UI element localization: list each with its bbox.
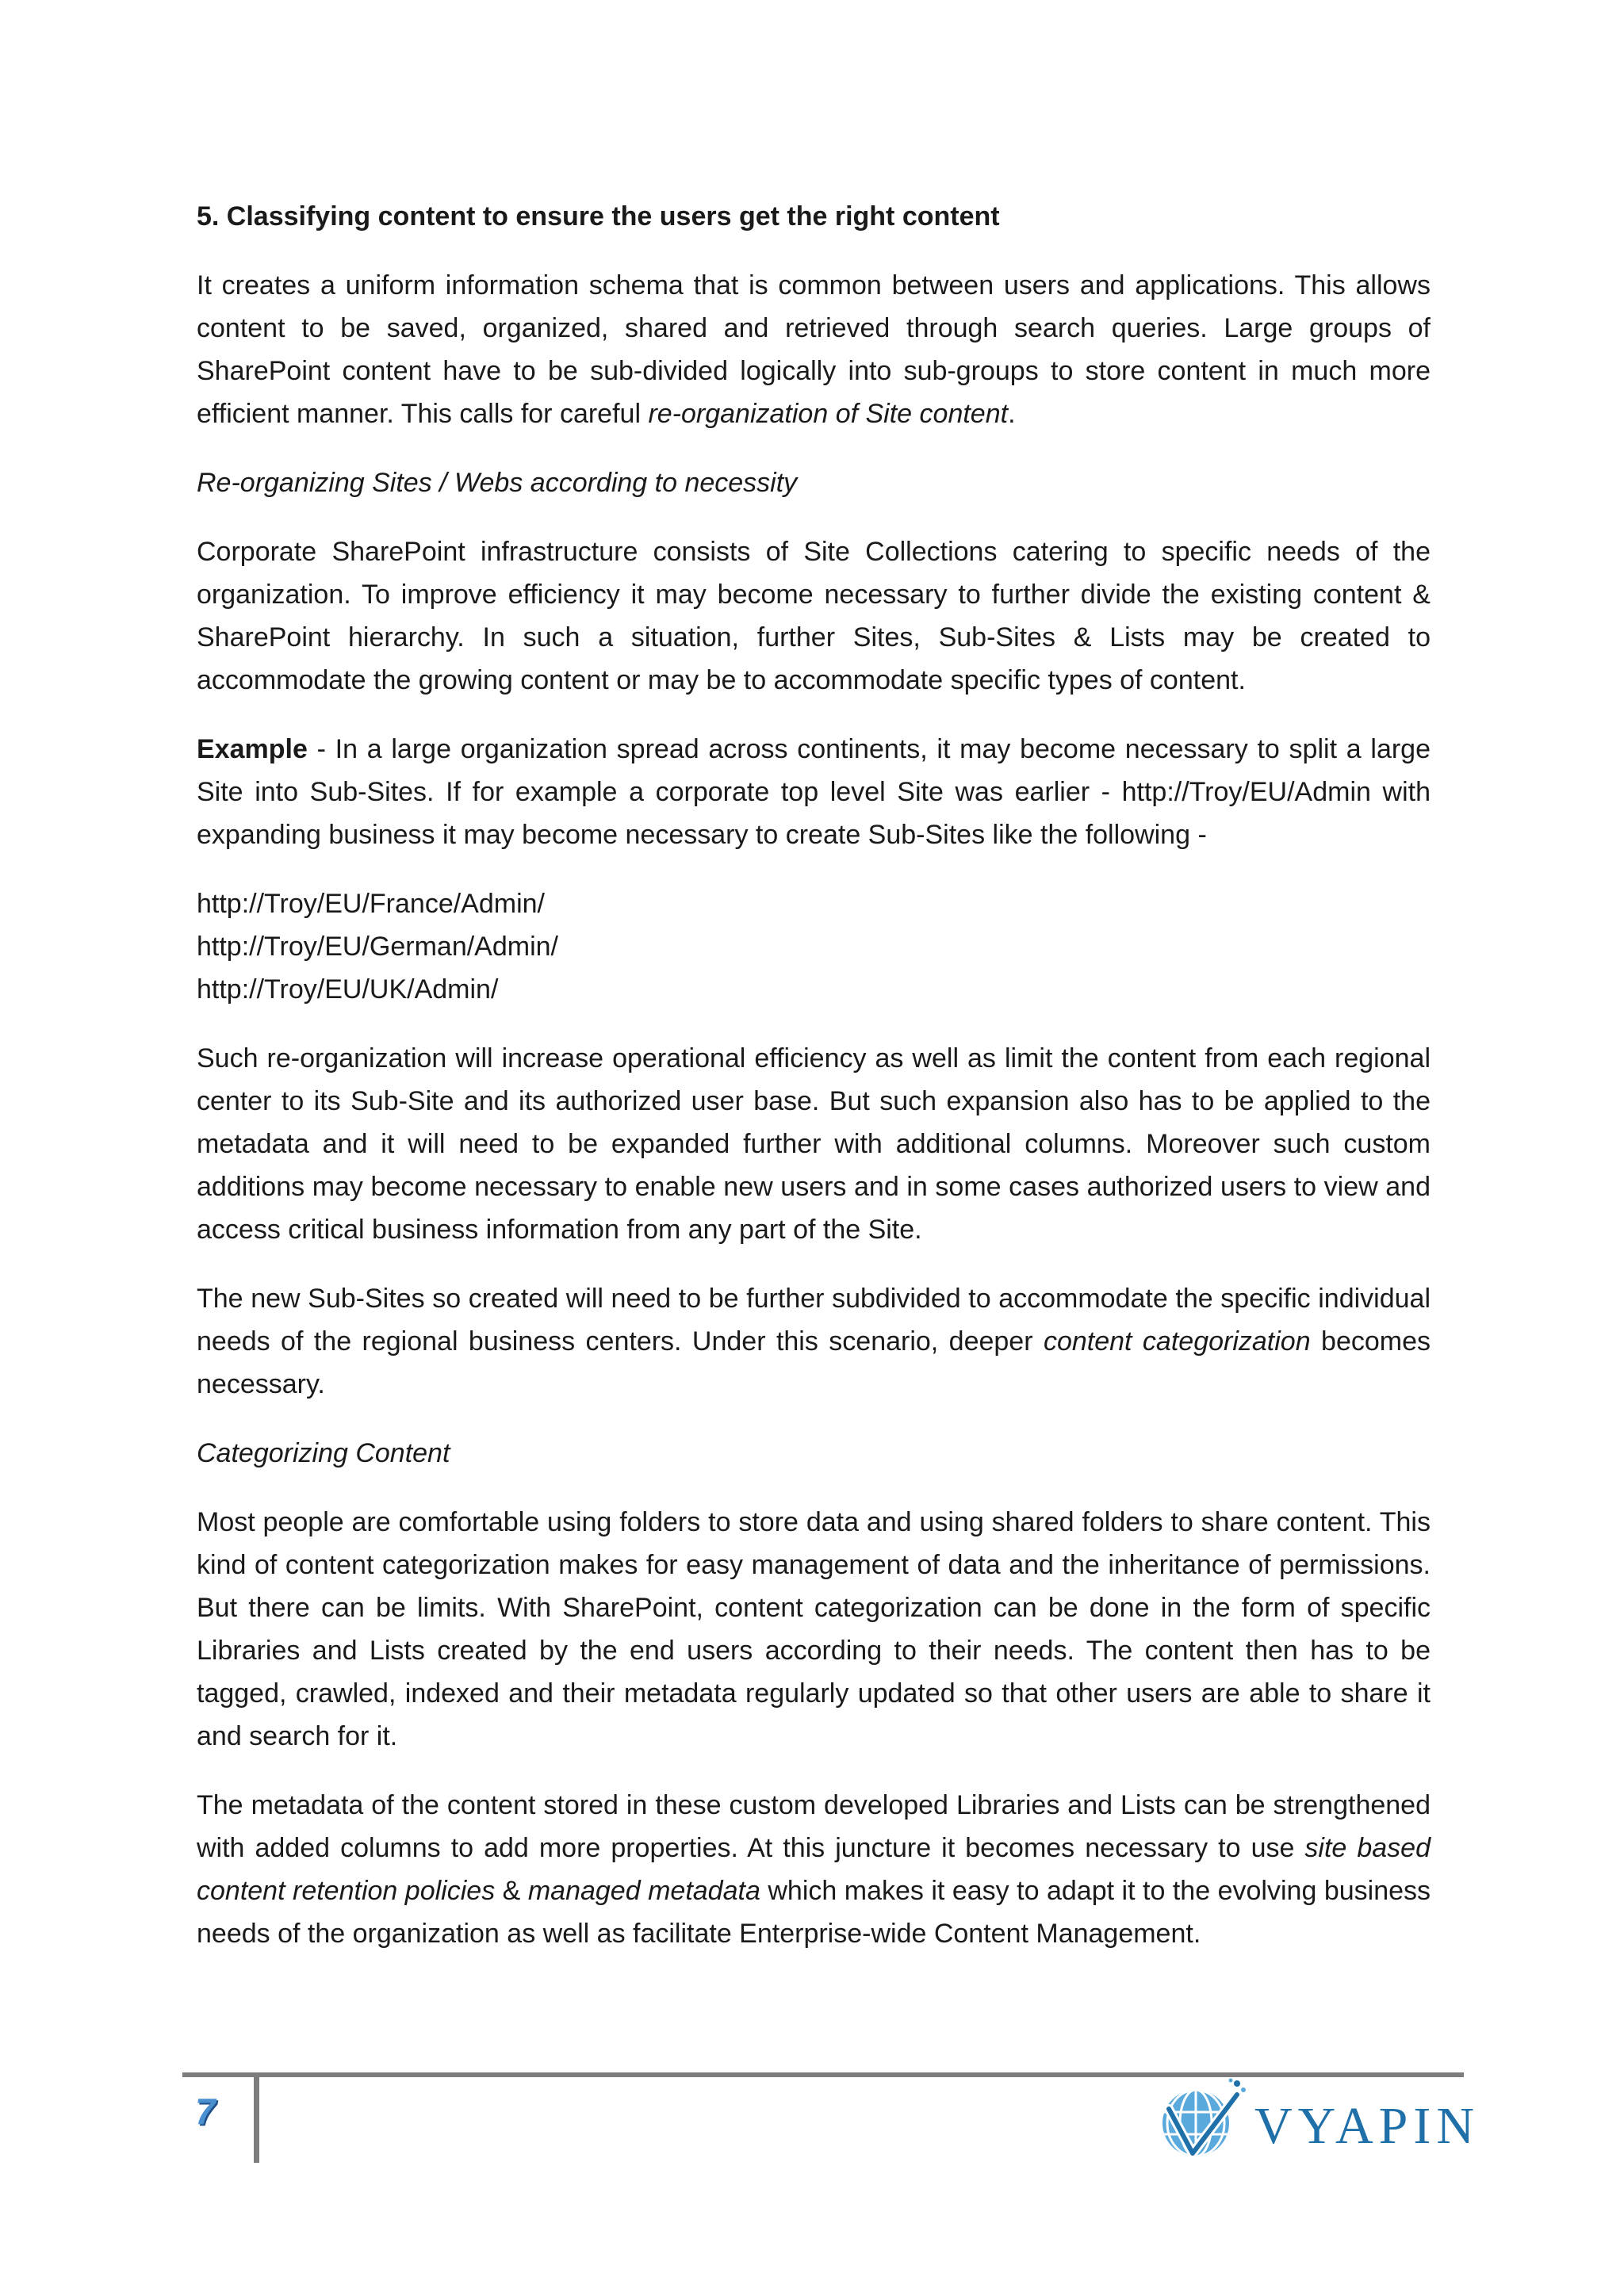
metadata-emphasis-retention: site based content retention policies	[197, 1833, 1431, 1906]
logo-text: VYAPIN	[1254, 2097, 1480, 2155]
intro-paragraph	[197, 264, 1431, 435]
intro-text-end: .	[1008, 399, 1016, 429]
footer-vertical-divider	[254, 2076, 259, 2163]
example-label: Example	[197, 734, 308, 764]
metadata-text-mid: &	[495, 1876, 528, 1906]
subheading-reorganizing-sites: Re-organizing Sites / Webs according to necessity	[197, 468, 798, 498]
url-uk: http://Troy/EU/UK/Admin/	[197, 974, 499, 1004]
subheading-categorizing-content: Categorizing Content	[197, 1438, 450, 1468]
subsites-emphasis: content categorization	[1043, 1326, 1311, 1357]
subsites-text: The new Sub-Sites so created will need to be further subdivided to accommodate the specific individual needs of the regional business centers. Under this scenario, deeper	[197, 1284, 1431, 1357]
metadata-text-end: which makes it easy to adapt it to the evolving business needs of the organization as well as facilitate Enterprise-wide Content Management.	[197, 1876, 1431, 1949]
document-body	[197, 195, 1431, 1981]
metadata-text: The metadata of the content stored in these custom developed Libraries and Lists can be strengthened with added columns to add more properties. At this juncture it becomes necessary to use	[197, 1790, 1431, 1863]
url-france: http://Troy/EU/France/Admin/	[197, 889, 545, 919]
metadata-emphasis-managed: managed metadata	[527, 1876, 760, 1906]
subsites-paragraph	[197, 1277, 1431, 1406]
page-number: 7	[195, 2091, 216, 2132]
folders-paragraph: Most people are comfortable using folders to store data and using shared folders to share content. This kind of content categorization makes for easy management of data and the inheritance of permissions. But there can be limits. With SharePoint, content categorization can be done in the form of specific Libraries and Lists created by the end users according to their needs. The content then has to be tagged, crawled, indexed and their metadata regularly updated so that other users are able to share it and search for it.	[197, 1507, 1431, 1751]
corporate-paragraph: Corporate SharePoint infrastructure consists of Site Collections catering to specific needs of the organization. To improve efficiency it may become necessary to further divide the existing content & SharePoint hierarchy. In such a situation, further Sites, Sub-Sites & Lists may be created to accommodate the growing content or may be to accommodate specific types of content.	[197, 537, 1431, 695]
metadata-paragraph	[197, 1784, 1431, 1955]
subsites-text-end: becomes necessary.	[197, 1326, 1431, 1399]
example-text: - In a large organization spread across continents, it may become necessary to split a large Site into Sub-Sites. If for example a corporate top level Site was earlier - http://Troy/EU/Admin with expanding business it may become necessary to create Sub-Sites like the following -	[197, 734, 1431, 850]
section-heading: 5. Classifying content to ensure the users get the right content	[197, 201, 1000, 232]
intro-text: It creates a uniform information schema that is common between users and applications. This allows content to be saved, organized, shared and retrieved through search queries. Large groups of SharePoint content have to be sub-divided logically into sub-groups to store content in much more efficient manner. This calls for careful	[197, 270, 1431, 429]
url-list	[197, 882, 1431, 1011]
intro-emphasis: re-organization of Site content	[648, 399, 1009, 429]
vyapin-logo	[1155, 2077, 1480, 2164]
globe-check-icon	[1155, 2077, 1250, 2164]
reorganization-paragraph: Such re-organization will increase operational efficiency as well as limit the content from each regional center to its Sub-Site and its authorized user base. But such expansion also has to be applied to the metadata and it will need to be expanded further with additional columns. Moreover such custom additions may become necessary to enable new users and in some cases authorized users to view and access critical business information from any part of the Site.	[197, 1043, 1431, 1245]
url-german: http://Troy/EU/German/Admin/	[197, 932, 558, 962]
example-paragraph	[197, 728, 1431, 856]
